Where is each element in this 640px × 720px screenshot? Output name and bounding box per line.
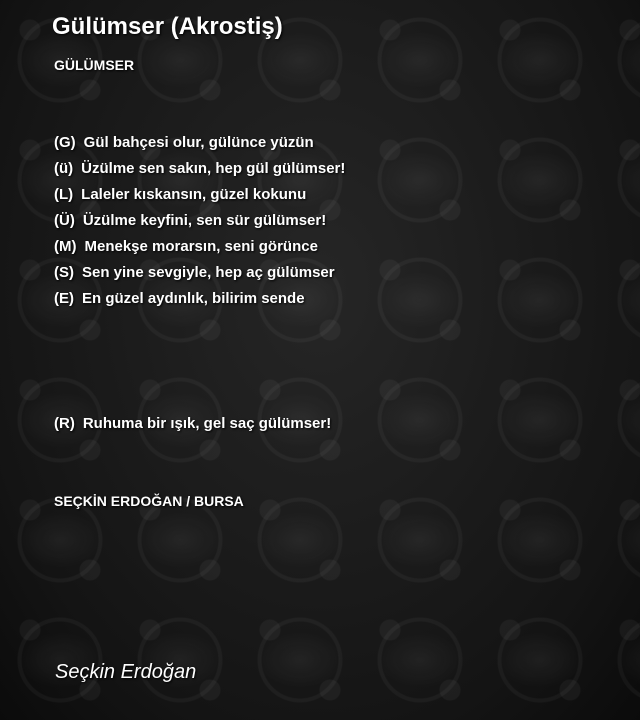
line-text: Ruhuma bir ışık, gel saç gülümser! xyxy=(82,415,332,432)
line-letter: (ü) xyxy=(54,160,74,177)
line-letter: (L) xyxy=(54,186,74,203)
poem-line xyxy=(54,263,345,289)
line-letter: (G) xyxy=(54,134,76,151)
line-letter: (R) xyxy=(54,415,75,432)
poem-line xyxy=(54,237,345,263)
line-text: Üzülme sen sakın, hep gül gülümser! xyxy=(81,160,346,177)
line-text: Laleler kıskansın, güzel kokunu xyxy=(81,186,307,203)
poem-subtitle: GÜLÜMSER xyxy=(54,57,135,73)
poem-line xyxy=(54,185,345,211)
poem-title: Gülümser (Akrostiş) xyxy=(52,13,283,40)
poem-line xyxy=(54,211,345,237)
line-text: Sen yine sevgiyle, hep aç gülümser xyxy=(82,264,335,281)
author-name: Seçkin Erdoğan xyxy=(55,661,197,683)
line-text: Menekşe morarsın, seni görünce xyxy=(84,238,318,255)
stanza xyxy=(54,414,331,440)
line-text: En güzel aydınlık, bilirim sende xyxy=(82,290,305,307)
line-letter: (M) xyxy=(54,238,77,255)
line-letter: (Ü) xyxy=(54,212,75,229)
line-text: Gül bahçesi olur, gülünce yüzün xyxy=(83,134,314,151)
line-letter: (E) xyxy=(54,290,74,307)
poem-line xyxy=(54,159,345,185)
line-letter: (S) xyxy=(54,264,74,281)
poem-signature: SEÇKİN ERDOĞAN / BURSA xyxy=(54,493,244,509)
line-text: Üzülme keyfini, sen sür gülümser! xyxy=(82,212,327,229)
stanza xyxy=(54,133,345,315)
poem-line xyxy=(54,133,345,159)
poem-line xyxy=(54,289,345,315)
poem-line xyxy=(54,414,331,440)
